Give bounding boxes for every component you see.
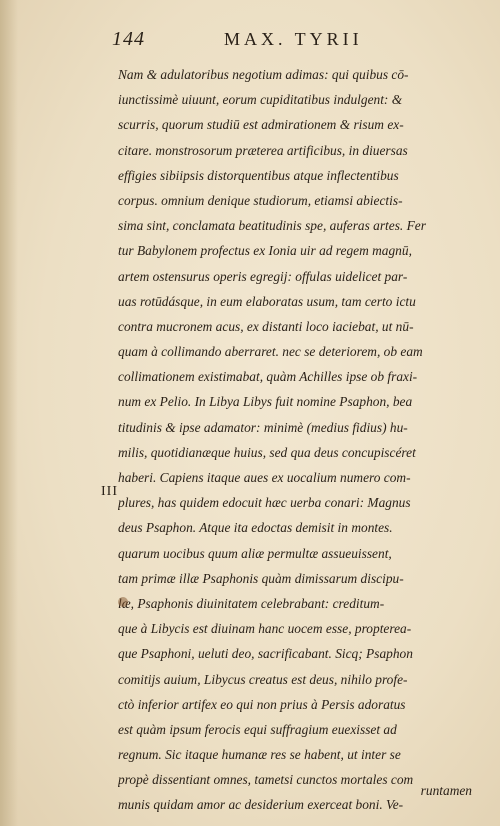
text-line: corpus. omnium denique studiorum, etiamsi abiectis- xyxy=(118,192,403,208)
text-line: collimationem existimabat, quàm Achilles ipse ob fraxi- xyxy=(118,369,418,385)
body-text xyxy=(118,62,480,818)
text-line: uas rotūdásque, in eum elaboratas usum, tam certo ictu xyxy=(118,293,416,309)
text-line: que à Libycis est diuinam hanc uocem esse, propterea- xyxy=(118,621,412,637)
text-line: tur Babylonem profectus ex Ionia uir ad regem magnū, xyxy=(118,243,412,259)
text-line: regnum. Sic itaque humanæ res se habent, ut inter se xyxy=(118,747,401,763)
text-line: quarum uocibus quum aliæ permultæ assueuissent, xyxy=(118,545,392,561)
text-line: deus Psaphon. Atque ita edoctas demisit in montes. xyxy=(118,520,393,536)
text-line: artem ostensurus operis egregij: offulas uidelicet par- xyxy=(118,268,408,284)
text-line: citare. monstrosorum præterea artificibus, in diuersas xyxy=(118,142,408,158)
text-line: Nam & adulatoribus negotium adimas: qui quibus cō- xyxy=(118,67,409,82)
text-line: quam à collimando aberraret. nec se deteriorem, ob eam xyxy=(118,344,423,360)
text-line: que Psaphoni, ueluti deo, sacrificabant. Sicq; Psaphon xyxy=(118,646,413,662)
text-line: munis quidam amor ac desiderium exerceat boni. Ve- xyxy=(118,797,404,813)
text-line: iunctissimè uiuunt, eorum cupiditatibus indulgent: & xyxy=(118,92,403,108)
running-head: MAX. TYRII xyxy=(224,29,363,49)
text-line: est quàm ipsum ferocis equi suffragium euexisset ad xyxy=(118,721,397,737)
text-line: plures, has quidem edocuit hæc uerba conari: Magnus xyxy=(118,495,411,511)
text-line: haberi. Capiens itaque aues ex uocalium numero com- xyxy=(118,470,411,485)
text-line: num ex Pelio. In Libya Libys fuit nomine Psaphon, bea xyxy=(118,394,413,410)
ink-stain xyxy=(118,597,128,607)
text-line: tam primæ illæ Psaphonis quàm dimissarum discipu- xyxy=(118,570,404,586)
text-line: contra mucronem acus, ex distanti loco iaciebat, ut nū- xyxy=(118,318,414,334)
page-header xyxy=(112,28,482,54)
text-line: scurris, quorum studiū est admirationem & risum ex- xyxy=(118,117,404,133)
text-line: propè dissentiant omnes, tametsi cunctos mortales com xyxy=(118,772,414,788)
text-line: sima sint, conclamata beatitudinis spe, auferas artes. Fer xyxy=(118,218,426,234)
text-line: titudinis & ipse adamator: minimè (medius fidius) hu- xyxy=(118,419,408,435)
text-line: effigies sibiipsis distorquentibus atque inflectentibus xyxy=(118,167,399,183)
text-line: comitijs auium, Libycus creatus est deus, nihilo profe- xyxy=(118,671,408,687)
margin-note: III xyxy=(101,484,118,499)
page-number: 144 xyxy=(112,28,145,50)
text-line: læ, Psaphonis diuinitatem celebrabant: creditum- xyxy=(118,595,385,611)
text-line: ctò inferior artifex eo qui non prius à Persis adoratus xyxy=(118,696,406,712)
text-line: milis, quotidianæque huius, sed qua deus concupiscéret xyxy=(118,444,416,460)
catchword: runtamen xyxy=(420,783,472,798)
